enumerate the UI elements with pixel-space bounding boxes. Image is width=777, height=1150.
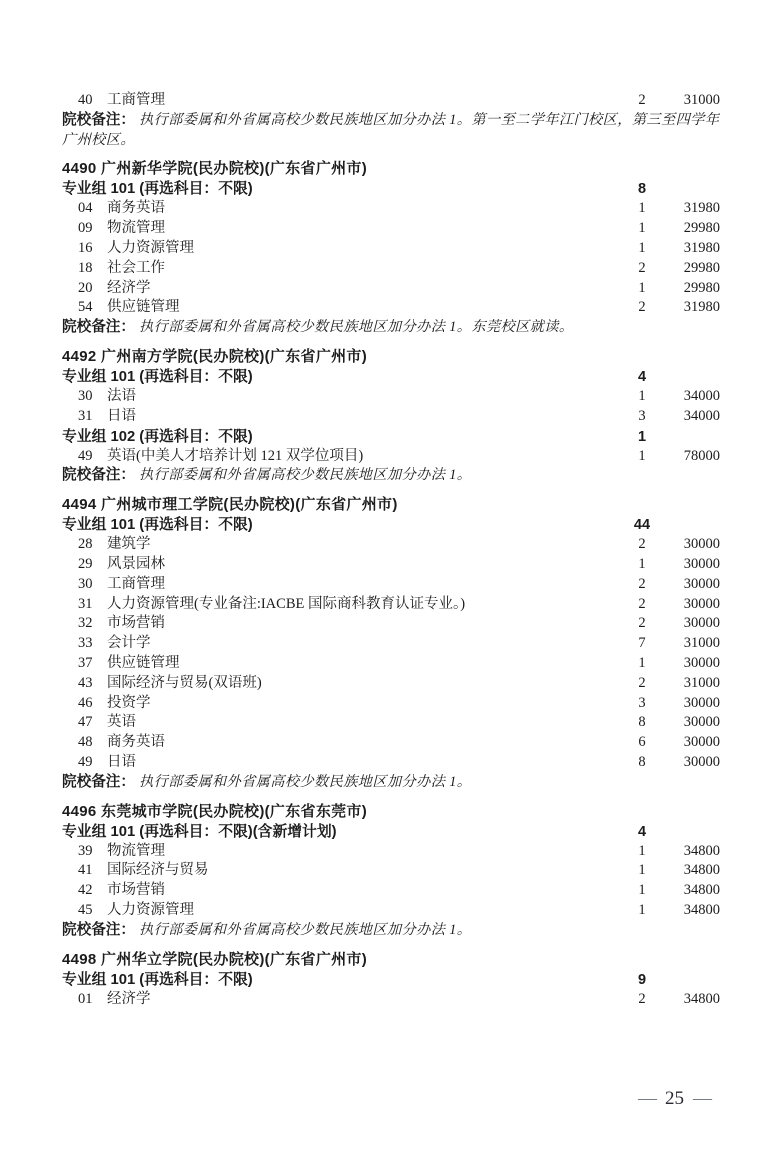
program-code: 30 [78,575,93,592]
program-row [62,901,720,921]
program-row [62,91,720,111]
program-fee: 30000 [683,714,720,731]
program-quota: 2 [638,674,646,691]
program-row [62,298,720,318]
program-fee: 34000 [683,387,720,404]
program-code: 29 [78,555,93,572]
group-label: 专业组 101 (再选科目：不限)(含新增计划) [62,823,337,840]
program-name: 工商管理 [107,92,165,108]
program-fee: 31000 [683,635,720,652]
program-fee: 34800 [683,862,720,879]
program-fee: 34800 [683,882,720,899]
program-quota: 2 [638,990,646,1007]
program-row [62,881,720,901]
program-quota: 1 [638,842,646,859]
program-code: 31 [78,595,93,612]
remark-row [62,111,720,151]
program-code: 42 [78,882,93,899]
group-label: 专业组 101 (再选科目：不限) [62,181,253,198]
school-header: 4490 广州新华学院(民办院校)(广东省广州市) [62,160,368,178]
program-name: 英语 [107,714,136,731]
school-section [62,347,720,486]
program-code: 01 [78,990,93,1007]
group-header-row [62,822,720,842]
program-code: 32 [78,615,93,632]
school-header: 4492 广州南方学院(民办院校)(广东省广州市) [62,347,368,365]
program-name: 经济学 [107,279,151,296]
program-name: 英语(中美人才培养计划 121 双学位项目) [107,447,364,464]
program-quota: 1 [638,901,646,918]
program-quota: 1 [638,279,646,296]
program-fee: 31980 [683,299,720,316]
program-fee: 30000 [683,536,720,553]
program-code: 43 [78,674,93,691]
program-fee: 30000 [683,575,720,592]
program-row [62,634,720,654]
group-quota: 4 [637,368,647,385]
program-label [62,199,624,219]
program-row [62,861,720,881]
program-name: 社会工作 [107,259,165,276]
program-quota: 2 [638,615,646,632]
program-fee: 30000 [683,734,720,751]
program-name: 人力资源管理 [107,239,194,256]
program-row [62,614,720,634]
program-quota: 1 [638,447,646,464]
school-section [62,91,720,150]
program-code: 49 [78,753,93,770]
program-row [62,407,720,427]
program-label [62,654,624,674]
program-code: 33 [78,635,93,652]
program-row [62,595,720,615]
program-label [62,91,624,111]
program-label [62,298,624,318]
program-label [62,407,624,427]
program-name: 商务英语 [107,200,165,217]
program-quota: 2 [638,92,646,108]
group-header-row [62,367,720,387]
program-quota: 1 [638,654,646,671]
group-label: 专业组 101 (再选科目：不限) [62,517,253,534]
program-name: 人力资源管理(专业备注:IACBE 国际商科教育认证专业。) [107,595,466,612]
program-row [62,674,720,694]
program-quota: 8 [638,753,646,770]
program-code: 47 [78,714,93,731]
program-fee: 31000 [683,674,720,691]
school-header: 4498 广州华立学院(民办院校)(广东省广州市) [62,950,368,968]
remark-label: 院校备注： [62,773,135,790]
program-label [62,674,624,694]
program-label [62,733,624,753]
group-quota: 44 [633,517,651,534]
program-code: 48 [78,734,93,751]
program-name: 法语 [107,387,136,404]
program-name: 市场营销 [107,615,165,632]
remark-text: 执行部委属和外省属高校少数民族地区加分办法 1。东莞校区就读。 [138,319,574,336]
program-label [62,614,624,634]
program-name: 工商管理 [107,575,165,592]
footer-dash-right: — [693,1088,711,1109]
program-name: 物流管理 [107,220,165,237]
footer-dash-left: — [638,1088,656,1109]
group-quota: 9 [637,971,647,988]
program-name: 会计学 [107,635,151,652]
remark-row [62,318,720,338]
program-quota: 1 [638,555,646,572]
program-row [62,753,720,773]
program-row [62,733,720,753]
page-number: 25 [665,1088,684,1109]
program-quota: 1 [638,882,646,899]
program-label [62,219,624,239]
program-code: 46 [78,694,93,711]
remark-row [62,466,720,486]
program-fee: 34000 [683,407,720,424]
program-label [62,447,624,467]
group-label: 专业组 101 (再选科目：不限) [62,368,253,385]
program-fee: 29980 [683,279,720,296]
remark-row [62,921,720,941]
program-row [62,694,720,714]
program-label [62,575,624,595]
group-quota: 4 [637,823,647,840]
program-quota: 3 [638,407,646,424]
program-name: 供应链管理 [107,299,180,316]
program-code: 31 [78,407,93,424]
program-fee: 31980 [683,239,720,256]
program-fee: 30000 [683,694,720,711]
program-fee: 31980 [683,200,720,217]
program-name: 供应链管理 [107,654,180,671]
group-quota: 1 [637,428,647,445]
program-code: 41 [78,862,93,879]
program-code: 30 [78,387,93,404]
program-label [62,753,624,773]
remark-text: 执行部委属和外省属高校少数民族地区加分办法 1。 [138,467,472,484]
program-row [62,387,720,407]
program-quota: 1 [638,862,646,879]
group-header-row [62,970,720,990]
program-code: 37 [78,654,93,671]
program-code: 09 [78,220,93,237]
program-label [62,842,624,862]
program-label [62,861,624,881]
program-name: 经济学 [107,990,151,1007]
program-quota: 3 [638,694,646,711]
program-quota: 1 [638,387,646,404]
program-label [62,387,624,407]
program-label [62,881,624,901]
program-quota: 8 [638,714,646,731]
remark-label: 院校备注： [62,111,135,128]
group-label: 专业组 102 (再选科目：不限) [62,428,253,445]
program-name: 市场营销 [107,882,165,899]
program-name: 国际经济与贸易 [107,862,209,879]
program-code: 20 [78,279,93,296]
program-label [62,694,624,714]
remark-label: 院校备注： [62,467,135,484]
program-quota: 7 [638,635,646,652]
program-row [62,239,720,259]
program-fee: 34800 [683,901,720,918]
program-label [62,634,624,654]
school-section [62,159,720,338]
document-content [62,91,720,1009]
program-row [62,447,720,467]
program-row [62,199,720,219]
program-fee: 31000 [683,92,720,108]
program-label [62,555,624,575]
program-label [62,239,624,259]
program-code: 28 [78,536,93,553]
program-name: 人力资源管理 [107,901,194,918]
remark-text: 执行部委属和外省属高校少数民族地区加分办法 1。 [138,773,472,790]
group-quota: 8 [637,181,647,198]
program-fee: 30000 [683,654,720,671]
program-row [62,259,720,279]
program-name: 国际经济与贸易(双语班) [107,674,262,691]
remark-label: 院校备注： [62,319,135,336]
school-header: 4494 广州城市理工学院(民办院校)(广东省广州市) [62,496,398,514]
school-section [62,950,720,1010]
program-quota: 2 [638,595,646,612]
program-fee: 30000 [683,753,720,770]
program-code: 39 [78,842,93,859]
school-header: 4496 东莞城市学院(民办院校)(广东省东莞市) [62,802,368,820]
program-name: 日语 [107,753,136,770]
program-row [62,555,720,575]
program-label [62,595,624,615]
program-quota: 1 [638,200,646,217]
program-name: 物流管理 [107,842,165,859]
group-header-row [62,179,720,199]
program-quota: 2 [638,536,646,553]
program-fee: 30000 [683,555,720,572]
program-code: 18 [78,259,93,276]
program-row [62,713,720,733]
program-fee: 34800 [683,842,720,859]
program-fee: 29980 [683,259,720,276]
program-code: 49 [78,447,93,464]
program-quota: 2 [638,575,646,592]
program-fee: 29980 [683,220,720,237]
program-label [62,713,624,733]
program-label [62,279,624,299]
program-name: 投资学 [107,694,151,711]
program-label [62,535,624,555]
school-section [62,802,720,941]
remark-text: 执行部委属和外省属高校少数民族地区加分办法 1。第一至二学年江门校区，第三至四学年广州校区。 [62,111,720,148]
program-label [62,901,624,921]
program-quota: 1 [638,239,646,256]
group-label: 专业组 101 (再选科目：不限) [62,971,253,988]
program-row [62,219,720,239]
program-row [62,842,720,862]
program-name: 商务英语 [107,734,165,751]
program-code: 45 [78,901,93,918]
program-code: 54 [78,299,93,316]
program-fee: 30000 [683,615,720,632]
program-name: 建筑学 [107,536,151,553]
page-footer [629,1088,720,1110]
program-label [62,259,624,279]
remark-row [62,773,720,793]
program-label [62,990,624,1010]
group-header-row [62,515,720,535]
program-quota: 6 [638,734,646,751]
program-row [62,279,720,299]
program-row [62,654,720,674]
group-header-row [62,427,720,447]
program-quota: 2 [638,259,646,276]
program-fee: 78000 [683,447,720,464]
program-quota: 2 [638,299,646,316]
program-name: 日语 [107,407,136,424]
program-fee: 34800 [683,990,720,1007]
program-row [62,990,720,1010]
program-quota: 1 [638,220,646,237]
program-code: 40 [78,92,93,108]
remark-text: 执行部委属和外省属高校少数民族地区加分办法 1。 [138,921,472,938]
program-fee: 30000 [683,595,720,612]
program-row [62,535,720,555]
program-row [62,575,720,595]
program-code: 16 [78,239,93,256]
remark-label: 院校备注： [62,921,135,938]
program-name: 风景园林 [107,555,165,572]
program-code: 04 [78,200,93,217]
school-section [62,495,720,792]
